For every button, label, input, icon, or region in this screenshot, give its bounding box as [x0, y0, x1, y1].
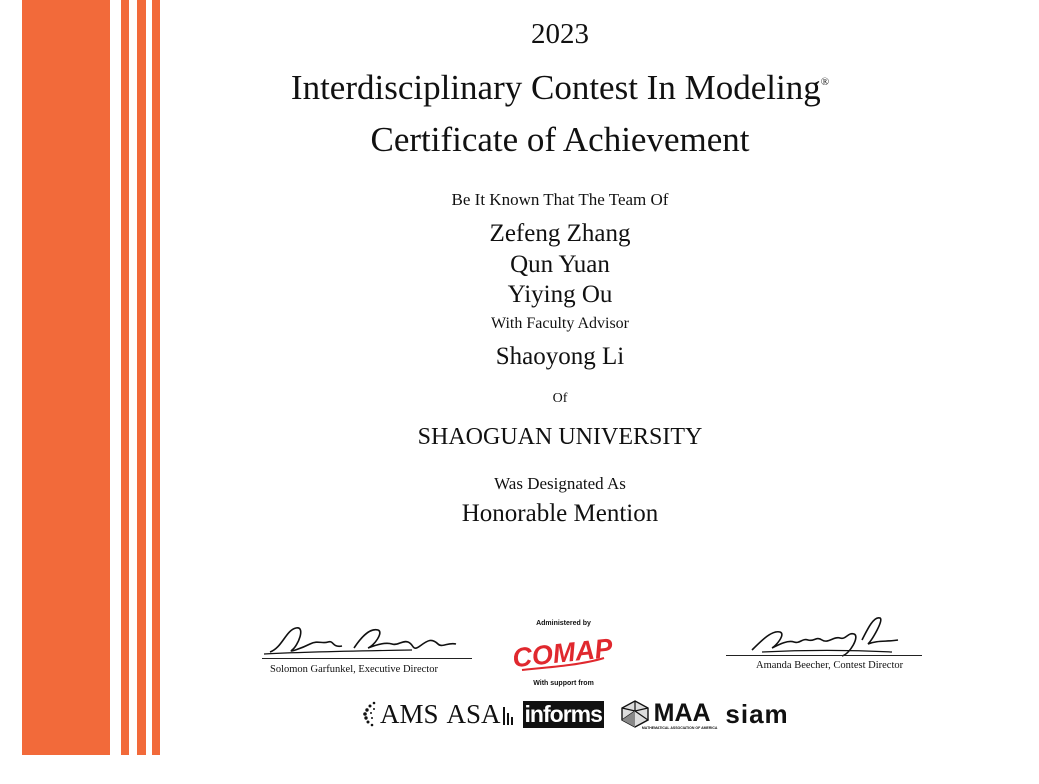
- designation-label: Was Designated As: [494, 474, 626, 493]
- certificate-year: 2023: [531, 18, 589, 50]
- comap-logo-text: COMAP: [510, 632, 615, 674]
- advisor-name: Shaoyong Li: [495, 343, 625, 370]
- signature-caption-right: Amanda Beecher, Contest Director: [756, 660, 904, 671]
- stripe-thin-2: [137, 0, 146, 755]
- intro-text: Be It Known That The Team Of: [451, 190, 669, 209]
- maa-subtitle: MATHEMATICAL ASSOCIATION OF AMERICA: [641, 725, 718, 730]
- sponsor-logos: [362, 696, 797, 732]
- stripe-thin-1: [121, 0, 129, 755]
- maa-logo-text: MAA: [653, 699, 711, 727]
- contest-name: [230, 68, 890, 108]
- maa-logo: [612, 699, 718, 730]
- siam-logo-text: siam: [725, 698, 789, 729]
- maa-icosahedron-icon: [619, 699, 651, 729]
- decorative-stripes: [0, 0, 170, 784]
- of-label: Of: [552, 391, 568, 406]
- comap-logo: [510, 628, 615, 676]
- signature-line-right: [726, 655, 922, 656]
- contest-name-text: Interdisciplinary Contest In Modeling: [290, 68, 821, 107]
- ams-dots-icon: [362, 700, 378, 728]
- ams-logo-text: AMS: [380, 698, 439, 729]
- institution-name: SHAOGUAN UNIVERSITY: [417, 424, 703, 450]
- administered-label: Administered by: [536, 620, 591, 627]
- award-name: Honorable Mention: [461, 500, 659, 527]
- informs-logo: [522, 701, 604, 728]
- stripe-thin-3: [152, 0, 160, 755]
- asa-logo: [447, 699, 514, 730]
- signature-line-left: [262, 658, 472, 659]
- advisor-label: With Faculty Advisor: [490, 315, 629, 332]
- registered-mark: ®: [820, 76, 830, 88]
- certificate-title: Certificate of Achievement: [370, 120, 750, 159]
- team-member: Zefeng Zhang: [489, 220, 631, 247]
- signature-caption-left: Solomon Garfunkel, Executive Director: [270, 664, 438, 675]
- team-member: Qun Yuan: [510, 251, 610, 278]
- support-label: With support from: [533, 680, 594, 687]
- signature-garfunkel: [262, 618, 472, 658]
- siam-logo: [725, 699, 788, 730]
- team-member: Yiying Ou: [507, 281, 613, 308]
- ams-logo: [362, 699, 439, 730]
- asa-logo-text: ASA: [446, 698, 501, 729]
- stripe-wide: [22, 0, 110, 755]
- signature-beecher: [722, 610, 924, 660]
- asa-bars-icon: [502, 703, 514, 725]
- informs-logo-text: informs: [524, 700, 602, 727]
